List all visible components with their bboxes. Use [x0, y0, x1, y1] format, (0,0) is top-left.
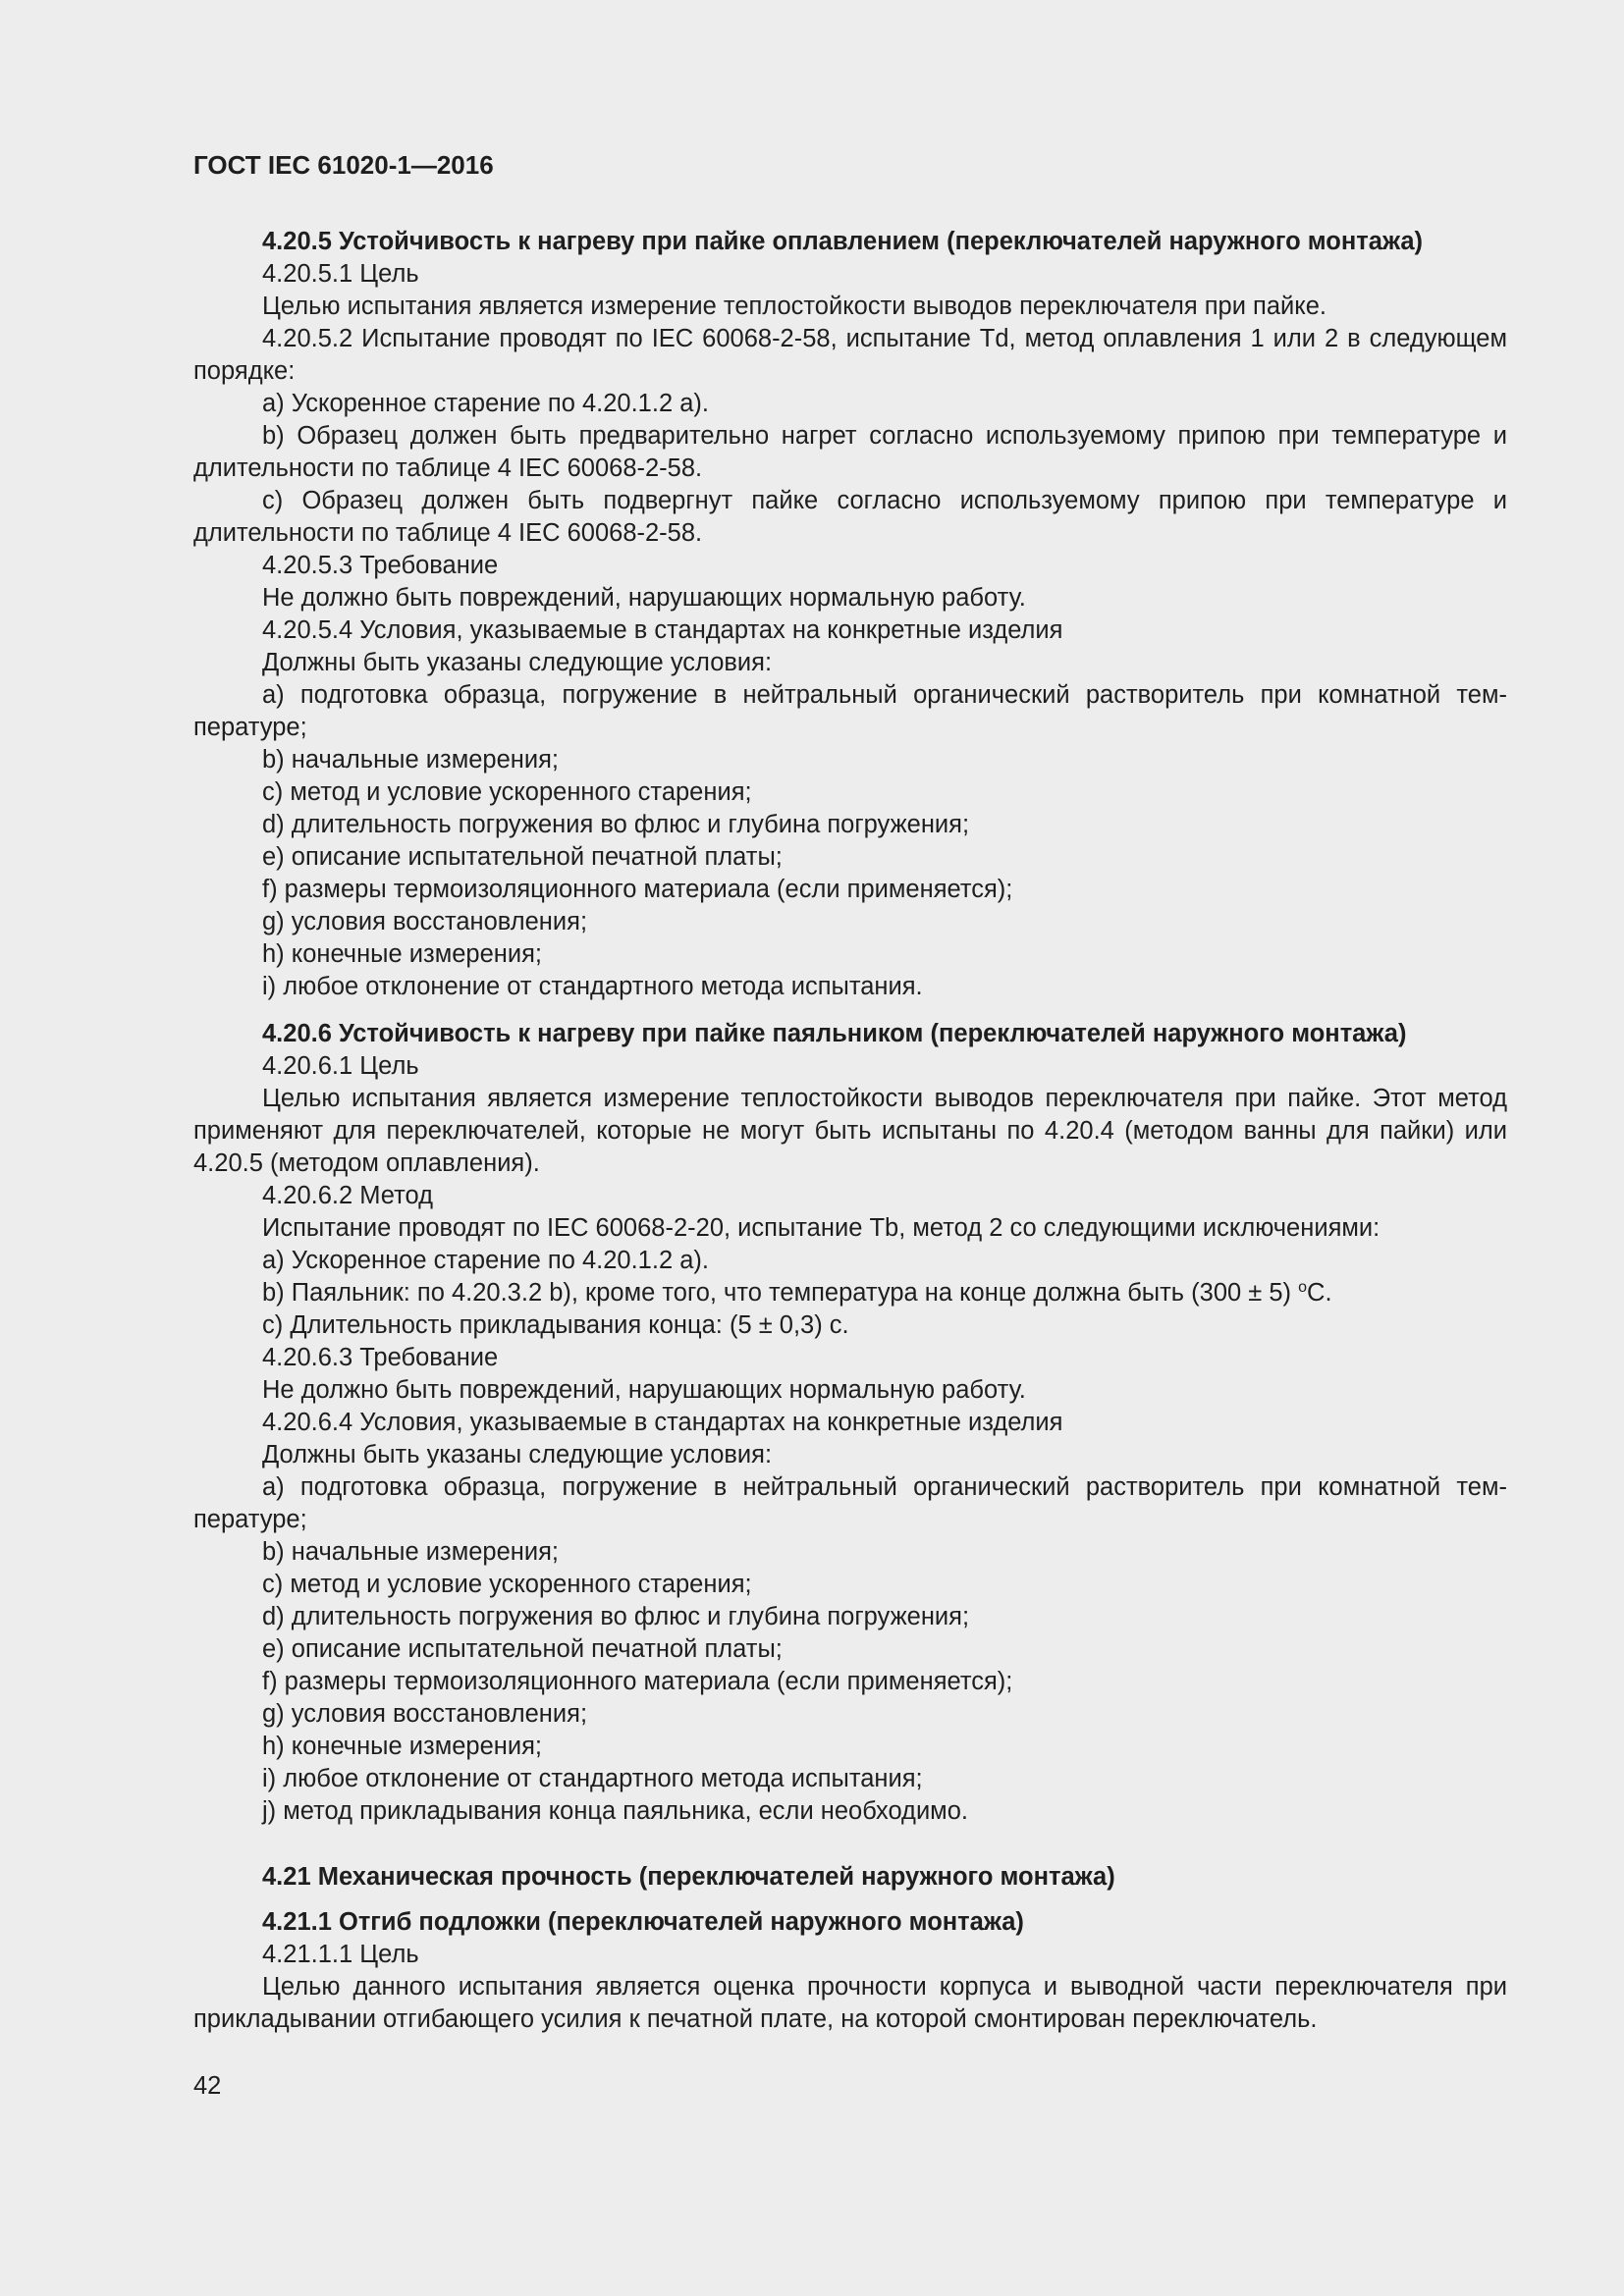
- paragraph: Должны быть указаны следующие условия:: [262, 1441, 773, 1468]
- paragraph: 4.20.5.2 Испытание проводят по IEC 60068-2-58, испытание Td, метод оплавления 1 или 2 в следующем порядке:: [193, 325, 1507, 385]
- paragraph: с) Длительность прикладывания конца: (5 ± 0,3) с.: [262, 1311, 849, 1339]
- list-item: е) описание испытательной печатной платы;: [262, 1635, 783, 1663]
- list-item: g) условия восстановления;: [262, 1700, 588, 1728]
- section-heading-4-21: 4.21 Механическая прочность (переключателей наружного монтажа): [262, 1863, 1115, 1891]
- list-item: h) конечные измерения;: [262, 940, 542, 968]
- list-item: с) метод и условие ускоренного старения;: [262, 778, 752, 806]
- document-body: [193, 225, 1507, 2036]
- paragraph: 4.20.5.4 Условия, указываемые в стандартах на конкретные изделия: [262, 616, 1063, 644]
- paragraph: Испытание проводят по IEC 60068-2-20, испытание Tb, метод 2 со следующими исключениями:: [262, 1214, 1380, 1242]
- degree-superscript: о: [1298, 1279, 1308, 1296]
- list-item: i) любое отклонение от стандартного метода испытания.: [262, 973, 923, 1000]
- paragraph: 4.20.6.1 Цель: [262, 1052, 419, 1080]
- list-item: а) подготовка образца, погружение в нейтральный органический растворитель при комнатной температуре;: [193, 1473, 1507, 1533]
- paragraph: [193, 1277, 1507, 1309]
- list-item: f) размеры термоизоляционного материала (если применяется);: [262, 876, 1013, 903]
- list-item: а) подготовка образца, погружение в нейтральный органический растворитель при комнатной температуре;: [193, 681, 1507, 741]
- list-item: е) описание испытательной печатной платы;: [262, 843, 783, 871]
- list-item: h) конечные измерения;: [262, 1733, 542, 1760]
- paragraph: с) Образец должен быть подвергнут пайке согласно используемому припою при температуре и длительности по таблице 4 IEC 60068-2-58.: [193, 487, 1507, 547]
- paragraph: 4.21.1.1 Цель: [262, 1941, 419, 1968]
- paragraph: Целью испытания является измерение теплостойкости выводов переключателя при пайке.: [262, 293, 1326, 320]
- paragraph-text: С.: [1307, 1279, 1332, 1307]
- paragraph: Должны быть указаны следующие условия:: [262, 649, 773, 676]
- section-heading-4-20-6: 4.20.6 Устойчивость к нагреву при пайке паяльником (переключателей наружного монтажа): [262, 1020, 1407, 1047]
- paragraph: а) Ускоренное старение по 4.20.1.2 а).: [262, 1247, 709, 1274]
- document-header: ГОСТ IEC 61020-1—2016: [193, 150, 494, 180]
- list-item: b) начальные измерения;: [262, 746, 560, 774]
- list-item: i) любое отклонение от стандартного метода испытания;: [262, 1765, 923, 1792]
- paragraph: Не должно быть повреждений, нарушающих нормальную работу.: [262, 1376, 1026, 1404]
- page-number: 42: [193, 2072, 222, 2100]
- paragraph: 4.20.6.4 Условия, указываемые в стандартах на конкретные изделия: [262, 1409, 1063, 1436]
- paragraph: 4.20.5.1 Цель: [262, 260, 419, 288]
- list-item: g) условия восстановления;: [262, 908, 588, 935]
- paragraph-text: b) Паяльник: по 4.20.3.2 b), кроме того, что температура на конце должна быть (300 ± 5): [262, 1279, 1299, 1307]
- paragraph: 4.20.6.3 Требование: [262, 1344, 499, 1371]
- paragraph: Не должно быть повреждений, нарушающих нормальную работу.: [262, 584, 1026, 612]
- paragraph: b) Образец должен быть предварительно нагрет согласно используемому припою при температуре и длительности по таблице 4 IEC 60068-2-58.: [193, 422, 1507, 482]
- paragraph: 4.20.5.3 Требование: [262, 552, 499, 579]
- paragraph: Целью данного испытания является оценка прочности корпуса и выводной части переключателя при прикладывании отгибающего усилия к печатной плате, на которой смонтирован переключатель.: [193, 1973, 1507, 2033]
- section-heading-4-20-5: 4.20.5 Устойчивость к нагреву при пайке оплавлением (переключателей наружного монтажа): [262, 228, 1424, 255]
- section-heading-4-21-1: 4.21.1 Отгиб подложки (переключателей наружного монтажа): [262, 1908, 1024, 1936]
- paragraph: а) Ускоренное старение по 4.20.1.2 а).: [262, 390, 709, 417]
- list-item: j) метод прикладывания конца паяльника, если необходимо.: [262, 1797, 968, 1825]
- list-item: d) длительность погружения во флюс и глубина погружения;: [262, 811, 970, 838]
- list-item: f) размеры термоизоляционного материала (если применяется);: [262, 1668, 1013, 1695]
- list-item: b) начальные измерения;: [262, 1538, 560, 1566]
- paragraph: 4.20.6.2 Метод: [262, 1182, 434, 1209]
- list-item: d) длительность погружения во флюс и глубина погружения;: [262, 1603, 970, 1630]
- paragraph: Целью испытания является измерение теплостойкости выводов переключателя при пайке. Этот метод применяют для переключателей, которые не могут быть испытаны по 4.20.4 (методом ванны для пайки) или 4.20.5 (методом оплавления).: [193, 1085, 1507, 1177]
- list-item: с) метод и условие ускоренного старения;: [262, 1571, 752, 1598]
